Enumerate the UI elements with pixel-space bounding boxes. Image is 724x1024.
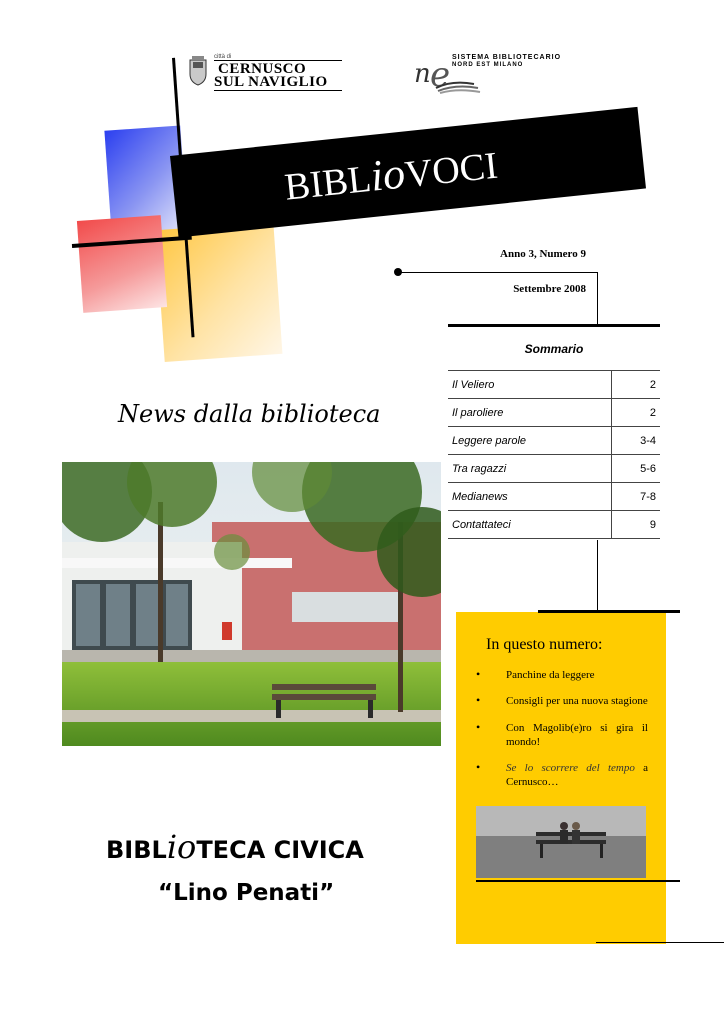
toc-page: 7-8 xyxy=(612,483,661,511)
box-rule xyxy=(538,610,680,613)
toc-row xyxy=(448,511,660,539)
box-rule xyxy=(476,880,680,882)
toc-title: Sommario xyxy=(524,342,584,356)
list-item: • Consigli per una nuova stagione xyxy=(468,694,648,708)
toc-row xyxy=(448,455,660,483)
toc-row xyxy=(448,399,660,427)
library-name: BIBLioTECA CIVICA xyxy=(106,828,364,866)
cernusco-logo xyxy=(188,54,344,92)
list-item: • Panchine da leggere xyxy=(468,668,648,682)
cernusco-small-text: città di xyxy=(214,54,232,60)
highlights-title: In questo numero: xyxy=(486,636,603,653)
crest-icon xyxy=(188,56,208,86)
svg-text:e: e xyxy=(430,55,451,94)
toc-page: 9 xyxy=(612,511,661,539)
toc-label: Contattateci xyxy=(448,511,612,539)
news-heading: News dalla biblioteca xyxy=(118,400,381,428)
toc-page: 3-4 xyxy=(612,427,661,455)
toc-label: Leggere parole xyxy=(448,427,612,455)
toc-row xyxy=(448,371,660,399)
svg-text:n: n xyxy=(414,59,431,89)
toc-page: 2 xyxy=(612,371,661,399)
red-square xyxy=(77,215,167,313)
table-of-contents xyxy=(448,370,660,539)
issue-date: Settembre 2008 xyxy=(513,283,586,295)
toc-rule xyxy=(448,324,660,327)
cernusco-line2: SUL NAVIGLIO xyxy=(214,74,328,90)
list-item: • Con Magolib(e)ro si gira il mondo! xyxy=(468,721,648,750)
library-photo xyxy=(62,462,441,746)
toc-label: Tra ragazzi xyxy=(448,455,612,483)
toc-label: Medianews xyxy=(448,483,612,511)
library-subtitle: “Lino Penati” xyxy=(158,880,335,906)
connector-line xyxy=(597,272,598,324)
masthead-title: BIBLioVOCI xyxy=(282,144,500,209)
cernusco-line1: CERNUSCO xyxy=(218,61,307,77)
toc-row xyxy=(448,427,660,455)
connector-line xyxy=(398,272,598,273)
list-item: • Se lo scorrere del tempo a Cernusco… xyxy=(468,761,648,790)
page-rule xyxy=(596,942,724,943)
bench-photo xyxy=(476,806,646,878)
highlights-list xyxy=(468,668,648,802)
nem-line1: SISTEMA BIBLIOTECARIO xyxy=(452,54,562,61)
toc-label: Il Veliero xyxy=(448,371,612,399)
nem-logo xyxy=(412,50,572,94)
issue-number: Anno 3, Numero 9 xyxy=(500,248,586,260)
yellow-square xyxy=(156,222,283,362)
toc-page: 2 xyxy=(612,399,661,427)
toc-page: 5-6 xyxy=(612,455,661,483)
toc-row xyxy=(448,483,660,511)
toc-label: Il paroliere xyxy=(448,399,612,427)
divider xyxy=(214,90,342,91)
connector-line xyxy=(597,540,598,612)
nem-line2: NORD EST MILANO xyxy=(452,62,524,68)
